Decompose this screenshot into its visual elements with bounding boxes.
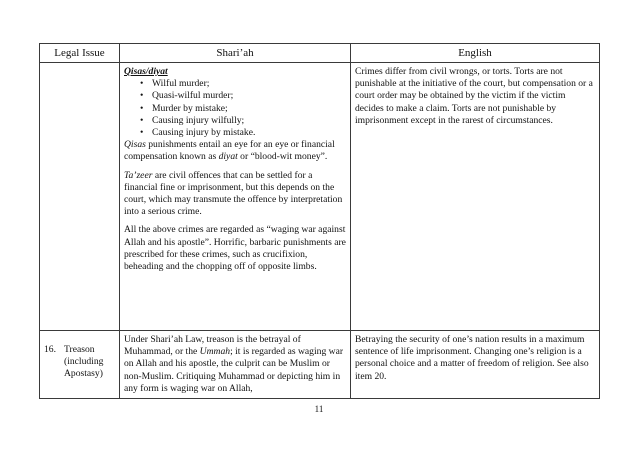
table-header-row (40, 44, 600, 63)
term-qisas: Qisas (124, 139, 146, 151)
qisas-heading: Qisas/diyat (124, 66, 168, 77)
issue-title: Treason (including Apostasy) (64, 344, 104, 380)
table-row-treason (40, 331, 600, 399)
list-item: • Murder by mistake; (140, 103, 346, 115)
cell-issue-empty (40, 63, 120, 331)
cell-shariah-qisas (120, 63, 351, 331)
tazeer-text: are civil offences that can be settled for a financial fine or imprisonment, but this depends on the court, which may transmute the offence by interpretation into a serious crime. (124, 169, 343, 218)
treason-text-b: ; it is regarded as waging war on Allah and his apostle, the culprit can be Muslim or non-Muslim. Critiquing Muhammad or depicting him in any form is waging war on Allah, (124, 346, 344, 394)
header-shariah: Shari’ah (120, 44, 351, 63)
header-legal-issue: Legal Issue (40, 44, 120, 63)
qisas-text-a: punishments entail an eye for an eye or financial compensation known as (124, 139, 335, 163)
waging-war-paragraph: All the above crimes are regarded as “waging war against Allah and his apostle”. Horrific, barbaric punishments are prescribed for these crimes, such as crucifixion, beheading and the chopping off of opposite limbs. (124, 224, 346, 273)
cell-english-treason: Betraying the security of one’s nation results in a maximum sentence of life imprisonment. Changing one’s religion is a personal choice and a matter of freedom of religion. See also item 20. (351, 331, 600, 399)
qisas-text-b: or “blood-wit money”. (237, 151, 328, 163)
list-item: • Causing injury by mistake. (140, 127, 346, 139)
table-row-qisas (40, 63, 600, 331)
treason-text-a: Under Shari’ah Law, treason is the betrayal of Muhammad, or the (124, 334, 301, 358)
tazeer-paragraph (124, 170, 346, 219)
offence-list (124, 78, 346, 139)
list-item: • Quasi-wilful murder; (140, 90, 346, 102)
header-english: English (351, 44, 600, 63)
comparison-table (39, 43, 600, 399)
term-tazeer: Ta’zeer (124, 169, 153, 181)
cell-english-crimes: Crimes differ from civil wrongs, or torts. Torts are not punishable at the initiative of the court, but compensation or a court order may be obtained by the victim if the victim decides to make a claim. Torts are not punishable by imprisonment except in the rarest of circumstances. (351, 63, 600, 331)
page-number: 11 (314, 404, 324, 414)
term-diyat: diyat (218, 151, 238, 163)
cell-shariah-treason (120, 331, 351, 399)
list-item: • Wilful murder; (140, 78, 346, 90)
issue-number: 16. (44, 344, 56, 355)
cell-issue-treason (40, 331, 120, 399)
qisas-paragraph (124, 139, 346, 163)
term-ummah: Ummah (199, 346, 231, 358)
list-item: • Causing injury wilfully; (140, 115, 346, 127)
